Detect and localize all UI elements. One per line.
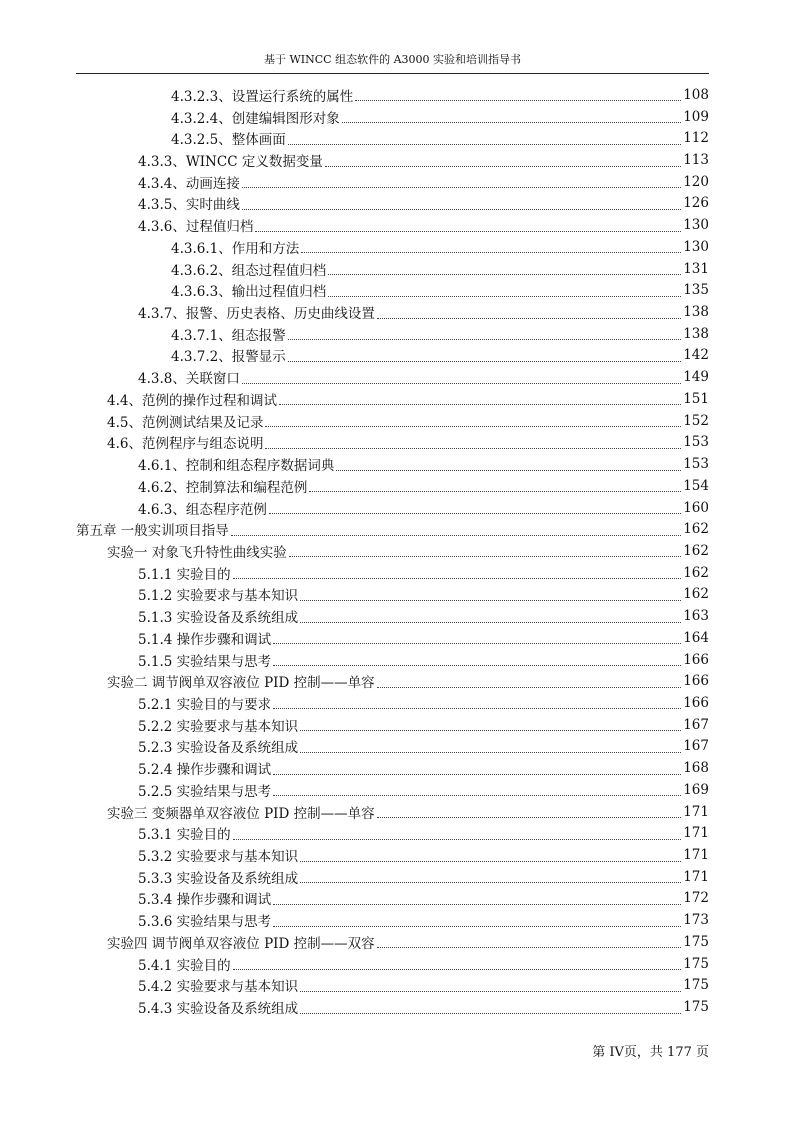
toc-entry-title: 5.1.2 实验要求与基本知识 <box>138 588 299 605</box>
toc-entry[interactable] <box>76 323 709 345</box>
toc-entry[interactable] <box>76 801 709 823</box>
toc-entry-page: 130 <box>683 238 709 255</box>
toc-entry[interactable] <box>76 736 709 758</box>
toc-entry-title: 4.3.8、关联窗口 <box>138 371 240 388</box>
toc-dot-leader <box>288 361 681 362</box>
toc-dot-leader <box>300 622 681 623</box>
toc-entry-page: 175 <box>683 999 709 1016</box>
toc-entry-page: 171 <box>683 825 709 842</box>
toc-entry-page: 171 <box>683 847 709 864</box>
toc-dot-leader <box>269 513 681 514</box>
toc-entry-title: 5.3.3 实验设备及系统组成 <box>138 870 299 887</box>
toc-dot-leader <box>377 687 682 688</box>
toc-entry-title: 4.3.3、WINCC 定义数据变量 <box>138 154 323 171</box>
toc-entry[interactable] <box>76 193 709 215</box>
toc-dot-leader <box>273 643 681 644</box>
toc-entry[interactable] <box>76 670 709 692</box>
toc-entry-page: 163 <box>683 608 709 625</box>
toc-entry-title: 4.3.6.2、组态过程值归档 <box>171 262 327 279</box>
toc-entry-title: 5.4.2 实验要求与基本知识 <box>138 979 299 996</box>
toc-entry-title: 5.3.4 操作步骤和调试 <box>138 892 272 909</box>
toc-entry[interactable] <box>76 605 709 627</box>
toc-entry-page: 130 <box>683 217 709 234</box>
toc-dot-leader <box>255 231 681 232</box>
toc-entry-title: 实验四 调节阀单双容液位 PID 控制——双容 <box>107 935 375 952</box>
toc-entry-page: 175 <box>683 977 709 994</box>
toc-entry[interactable] <box>76 627 709 649</box>
toc-entry-title: 4.3.5、实时曲线 <box>138 197 240 214</box>
toc-dot-leader <box>377 817 682 818</box>
toc-entry-title: 5.2.4 操作步骤和调试 <box>138 762 272 779</box>
toc-entry-page: 169 <box>683 781 709 798</box>
toc-entry-title: 5.1.3 实验设备及系统组成 <box>138 610 299 627</box>
toc-dot-leader <box>279 404 681 405</box>
toc-entry-page: 162 <box>683 564 709 581</box>
toc-entry-page: 113 <box>683 152 709 169</box>
toc-dot-leader <box>328 296 681 297</box>
toc-entry[interactable] <box>76 475 709 497</box>
toc-entry-title: 5.4.1 实验目的 <box>138 957 231 974</box>
toc-entry-page: 166 <box>683 651 709 668</box>
toc-dot-leader <box>300 730 681 731</box>
toc-entry-page: 154 <box>683 477 709 494</box>
toc-dot-leader <box>300 1013 681 1014</box>
toc-entry-page: 172 <box>683 890 709 907</box>
toc-entry[interactable] <box>76 779 709 801</box>
toc-entry-page: 142 <box>683 347 709 364</box>
toc-entry[interactable] <box>76 866 709 888</box>
toc-entry-title: 5.3.1 实验目的 <box>138 827 231 844</box>
toc-entry[interactable] <box>76 301 709 323</box>
toc-entry[interactable] <box>76 497 709 519</box>
toc-entry-page: 168 <box>683 760 709 777</box>
toc-entry-page: 112 <box>683 130 709 147</box>
toc-entry-title: 实验三 变频器单双容液位 PID 控制——单容 <box>107 805 375 822</box>
toc-entry[interactable] <box>76 518 709 540</box>
toc-entry[interactable] <box>76 844 709 866</box>
toc-entry-page: 109 <box>683 108 709 125</box>
toc-entry-title: 实验一 对象飞升特性曲线实验 <box>107 544 287 561</box>
toc-dot-leader <box>265 426 681 427</box>
toc-entry[interactable] <box>76 84 709 106</box>
toc-entry[interactable] <box>76 149 709 171</box>
toc-entry-page: 166 <box>683 673 709 690</box>
toc-dot-leader <box>300 861 681 862</box>
toc-entry-page: 162 <box>683 586 709 603</box>
toc-entry-title: 4.3.6、过程值归档 <box>138 219 254 236</box>
toc-dot-leader <box>233 839 682 840</box>
toc-entry-page: 167 <box>683 738 709 755</box>
toc-entry-page: 175 <box>683 933 709 950</box>
toc-entry-page: 108 <box>683 86 709 103</box>
toc-entry-page: 153 <box>683 456 709 473</box>
toc-entry-page: 171 <box>683 868 709 885</box>
toc-dot-leader <box>342 122 681 123</box>
toc-dot-leader <box>300 752 681 753</box>
toc-entry-page: 149 <box>683 369 709 386</box>
toc-entry-page: 164 <box>683 629 709 646</box>
toc-entry[interactable] <box>76 236 709 258</box>
toc-dot-leader <box>288 339 681 340</box>
toc-entry-title: 4.6.3、组态程序范例 <box>138 501 267 518</box>
toc-entry[interactable] <box>76 953 709 975</box>
toc-entry-page: 173 <box>683 912 709 929</box>
toc-entry[interactable] <box>76 453 709 475</box>
toc-entry-page: 152 <box>683 412 709 429</box>
toc-entry-page: 131 <box>683 260 709 277</box>
toc-entry[interactable] <box>76 888 709 910</box>
toc-entry-page: 175 <box>683 955 709 972</box>
toc-entry-page: 151 <box>683 390 709 407</box>
toc-entry-page: 138 <box>683 304 709 321</box>
toc-entry-title: 实验二 调节阀单双容液位 PID 控制——单容 <box>107 675 375 692</box>
toc-dot-leader <box>273 904 681 905</box>
toc-dot-leader <box>301 252 681 253</box>
toc-entry-title: 5.3.2 实验要求与基本知识 <box>138 849 299 866</box>
toc-entry-title: 4.4、范例的操作过程和调试 <box>107 392 277 409</box>
toc-dot-leader <box>273 774 681 775</box>
toc-dot-leader <box>231 535 681 536</box>
toc-entry[interactable] <box>76 258 709 280</box>
toc-entry-title: 5.4.3 实验设备及系统组成 <box>138 1001 299 1018</box>
toc-dot-leader <box>273 708 681 709</box>
toc-dot-leader <box>328 274 681 275</box>
toc-entry[interactable] <box>76 214 709 236</box>
toc-entry[interactable] <box>76 345 709 367</box>
toc-entry[interactable] <box>76 540 709 562</box>
toc-dot-leader <box>300 991 681 992</box>
toc-entry[interactable] <box>76 432 709 454</box>
toc-entry-title: 4.5、范例测试结果及记录 <box>107 414 264 431</box>
toc-entry[interactable] <box>76 562 709 584</box>
header-rule <box>76 73 709 74</box>
toc-dot-leader <box>355 100 681 101</box>
toc-entry-page: 120 <box>683 173 709 190</box>
toc-dot-leader <box>336 470 681 471</box>
toc-dot-leader <box>242 187 681 188</box>
toc-dot-leader <box>289 556 681 557</box>
toc-entry[interactable] <box>76 106 709 128</box>
toc-entry[interactable] <box>76 996 709 1018</box>
toc-entry-page: 153 <box>683 434 709 451</box>
toc-entry-title: 4.6、范例程序与组态说明 <box>107 436 264 453</box>
toc-dot-leader <box>377 947 682 948</box>
toc-entry-page: 138 <box>683 325 709 342</box>
toc-entry-page: 171 <box>683 803 709 820</box>
toc-dot-leader <box>273 926 681 927</box>
toc-entry[interactable] <box>76 127 709 149</box>
toc-dot-leader <box>309 491 681 492</box>
toc-dot-leader <box>242 383 681 384</box>
toc-entry-page: 162 <box>683 542 709 559</box>
toc-entry-title: 4.3.4、动画连接 <box>138 175 240 192</box>
toc-entry-title: 5.2.5 实验结果与思考 <box>138 783 272 800</box>
toc-entry-title: 4.6.1、控制和组态程序数据词典 <box>138 458 335 475</box>
toc-entry[interactable] <box>76 931 709 953</box>
toc-entry-title: 4.3.7.2、报警显示 <box>171 349 286 366</box>
toc-entry[interactable] <box>76 279 709 301</box>
toc-entry-page: 162 <box>683 521 709 538</box>
toc-entry[interactable] <box>76 822 709 844</box>
toc-entry[interactable] <box>76 366 709 388</box>
toc-entry-title: 5.2.2 实验要求与基本知识 <box>138 718 299 735</box>
toc-entry[interactable] <box>76 410 709 432</box>
toc-entry-page: 135 <box>683 282 709 299</box>
toc-entry[interactable] <box>76 714 709 736</box>
table-of-contents <box>76 84 709 1018</box>
toc-entry-title: 5.1.4 操作步骤和调试 <box>138 631 272 648</box>
toc-entry-page: 167 <box>683 716 709 733</box>
toc-entry[interactable] <box>76 692 709 714</box>
toc-entry[interactable] <box>76 974 709 996</box>
toc-entry[interactable] <box>76 584 709 606</box>
toc-entry[interactable] <box>76 171 709 193</box>
toc-entry-title: 第五章 一般实训项目指导 <box>76 523 229 540</box>
toc-entry-title: 4.3.2.5、整体画面 <box>171 132 286 149</box>
toc-dot-leader <box>273 665 681 666</box>
toc-entry-title: 4.3.7、报警、历史表格、历史曲线设置 <box>138 306 375 323</box>
page-footer: 第 IV页，共 177 页 <box>592 1045 709 1060</box>
toc-entry-title: 4.3.6.3、输出过程值归档 <box>171 284 327 301</box>
toc-entry-title: 5.1.5 实验结果与思考 <box>138 653 272 670</box>
toc-entry-title: 5.3.6 实验结果与思考 <box>138 914 272 931</box>
toc-entry-title: 5.2.3 实验设备及系统组成 <box>138 740 299 757</box>
toc-entry[interactable] <box>76 388 709 410</box>
toc-entry[interactable] <box>76 757 709 779</box>
toc-entry-title: 4.6.2、控制算法和编程范例 <box>138 479 308 496</box>
toc-entry-title: 5.2.1 实验目的与要求 <box>138 696 272 713</box>
toc-dot-leader <box>325 166 681 167</box>
toc-entry[interactable] <box>76 649 709 671</box>
toc-dot-leader <box>265 448 681 449</box>
toc-entry[interactable] <box>76 909 709 931</box>
running-header: 基于 WINCC 组态软件的 A3000 实验和培训指导书 <box>263 53 522 66</box>
toc-entry-title: 4.3.2.4、创建编辑图形对象 <box>171 110 340 127</box>
toc-dot-leader <box>242 209 681 210</box>
toc-dot-leader <box>288 144 681 145</box>
toc-entry-title: 4.3.7.1、组态报警 <box>171 327 286 344</box>
toc-dot-leader <box>233 969 682 970</box>
toc-entry-title: 5.1.1 实验目的 <box>138 566 231 583</box>
toc-dot-leader <box>300 600 681 601</box>
toc-entry-page: 126 <box>683 195 709 212</box>
toc-dot-leader <box>300 882 681 883</box>
toc-dot-leader <box>273 795 681 796</box>
toc-dot-leader <box>233 578 682 579</box>
toc-dot-leader <box>377 318 681 319</box>
toc-entry-title: 4.3.6.1、作用和方法 <box>171 240 300 257</box>
toc-entry-title: 4.3.2.3、设置运行系统的属性 <box>171 88 354 105</box>
toc-entry-page: 160 <box>683 499 709 516</box>
toc-entry-page: 166 <box>683 694 709 711</box>
